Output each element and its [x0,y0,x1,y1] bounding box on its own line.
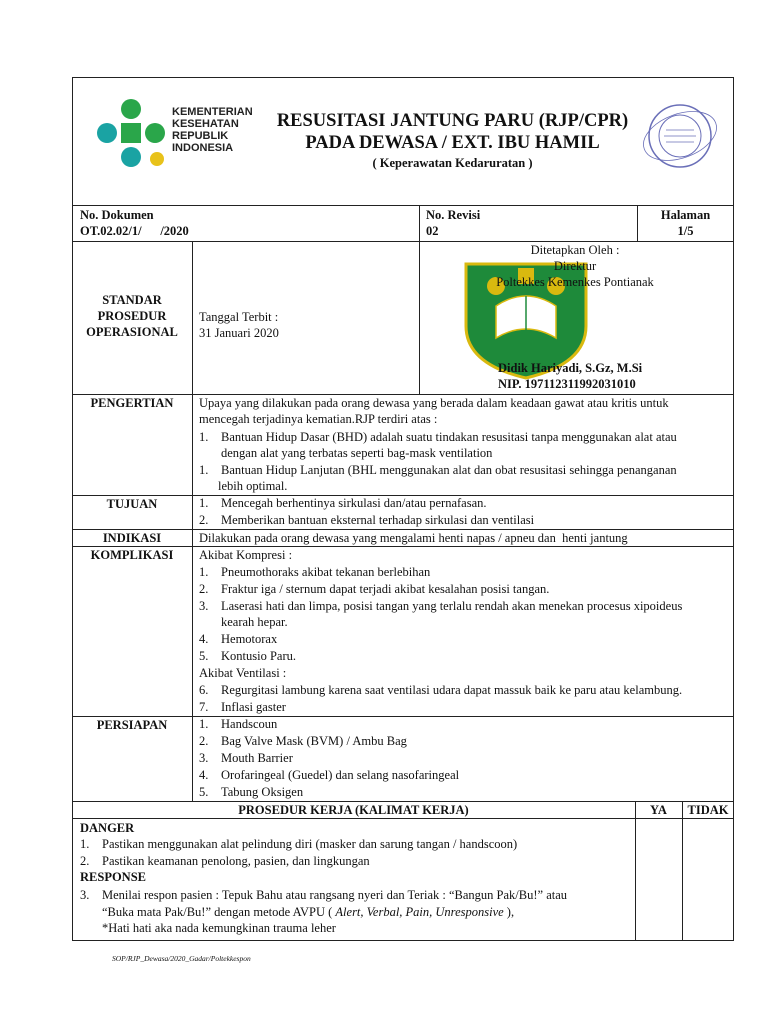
item-number: 4. [199,632,209,646]
item-text: Bantuan Hidup Dasar (BHD) adalah suatu tindakan resusitasi tanpa menggunakan alat atau [221,430,677,444]
pengertian-intro: Upaya yang dilakukan pada orang dewasa yang berada dalam keadaan gawat atau kritis untuk [199,396,669,410]
prosedur-header: PROSEDUR KERJA (KALIMAT KERJA) [238,803,469,817]
danger-heading: DANGER [80,821,135,835]
item-number: 1. [199,463,209,477]
tanggal-terbit-label: Tanggal Terbit : [199,310,279,324]
pengertian-intro: mencegah terjadinya kematian.RJP terdiri atas : [199,412,438,426]
sop-label-line: STANDAR [102,293,162,307]
kemenkes-logo-text [172,106,253,154]
document-subtitle: ( Keperawatan Kedaruratan ) [372,156,533,170]
persiapan-item [199,750,293,766]
response-heading: RESPONSE [80,870,146,884]
komplikasi-item [199,631,277,647]
item-text: Bantuan Hidup Lanjutan (BHL menggunakan alat dan obat resusitasi sehingga penanganan [221,463,677,477]
step-text: Menilai respon pasien : Tepuk Bahu atau rangsang nyeri dan Teriak : “Bangun Pak/Bu!” atau [102,888,568,902]
item-text: Orofaringeal (Guedel) dan selang nasofaringeal [221,768,460,782]
pengertian-item-cont: dengan alat yang terbatas seperti bag-mask ventilation [221,446,493,460]
seal-icon [640,100,720,172]
indikasi-label: INDIKASI [102,531,162,545]
tujuan-label: TUJUAN [106,497,158,511]
item-text: Memberikan bantuan eksternal terhadap sirkulasi dan ventilasi [221,513,535,527]
item-text: Regurgitasi lambung karena saat ventilasi udara dapat massuk baik ke paru atau kelambung. [221,683,683,697]
no-dokumen-label: No. Dokumen [80,208,154,222]
title-line-1: RESUSITASI JANTUNG PARU (RJP/CPR) [276,111,629,131]
item-text: Hemotorax [221,632,278,646]
item-number: 6. [199,683,209,697]
sop-label [72,292,192,340]
ditetapkan-oleh: Ditetapkan Oleh : [530,243,620,257]
step-number: 2. [80,854,90,868]
sop-label-line: PROSEDUR [97,309,167,323]
komplikasi-heading: Akibat Ventilasi : [199,666,287,680]
item-number: 1. [199,565,209,579]
komplikasi-item [199,648,296,664]
document-title [270,110,635,154]
tidak-header: TIDAK [687,803,729,817]
item-number: 2. [199,582,209,596]
item-number: 5. [199,785,209,799]
item-number: 7. [199,700,209,714]
step-text: “Buka mata Pak/Bu!” dengan metode AVPU ( [102,905,336,919]
indikasi-text: Dilakukan pada orang dewasa yang mengalami henti napas / apneu dan henti jantung [199,531,628,545]
step-text: ), [503,905,515,919]
prosedur-step [80,887,567,903]
kemenkes-logo-icon [95,97,167,169]
avpu-terms: Alert, Verbal, Pain, Unresponsive [335,905,504,919]
tujuan-item [199,512,534,528]
no-dokumen-value: OT.02.02/1/ /2020 [80,224,189,238]
komplikasi-item [199,682,682,698]
item-number: 4. [199,768,209,782]
item-text: Inflasi gaster [221,700,286,714]
logo-line: KEMENTERIAN [172,106,253,118]
instansi: Poltekkes Kemenkes Pontianak [496,275,654,289]
prosedur-step [80,836,517,852]
logo-line: REPUBLIK [172,130,229,142]
item-text: Fraktur iga / sternum dapat terjadi akibat kesalahan posisi tangan. [221,582,550,596]
komplikasi-item [199,564,430,580]
persiapan-item [199,716,277,732]
item-number: 1. [199,430,209,444]
item-number: 1. [199,717,209,731]
step-number: 3. [80,888,90,902]
pengertian-item-cont: lebih optimal. [218,479,288,493]
nip-direktur: NIP. 197112311992031010 [498,377,636,391]
komplikasi-item [199,581,549,597]
komplikasi-item [199,598,682,614]
persiapan-item [199,733,407,749]
step-number: 1. [80,837,90,851]
poltekkes-seal [640,100,720,172]
logo-line: INDONESIA [172,142,234,154]
halaman-value: 1/5 [677,224,694,238]
kemenkes-logo [95,97,167,169]
nama-direktur: Didik Hariyadi, S.Gz, M.Si [498,361,643,375]
prosedur-step-cont [102,904,514,920]
item-number: 2. [199,513,209,527]
tujuan-item [199,495,487,511]
item-number: 3. [199,599,209,613]
pengertian-item [199,462,677,478]
komplikasi-label: KOMPLIKASI [90,548,174,562]
jabatan: Direktur [553,259,597,273]
no-revisi-value: 02 [426,224,439,238]
item-text: Bag Valve Mask (BVM) / Ambu Bag [221,734,407,748]
logo-line: KESEHATAN [172,118,239,130]
tanggal-terbit-value: 31 Januari 2020 [199,326,279,340]
title-line-2: PADA DEWASA / EXT. IBU HAMIL [305,133,600,153]
item-text: Pneumothoraks akibat tekanan berlebihan [221,565,431,579]
komplikasi-item-cont: kearah hepar. [221,615,288,629]
prosedur-step-note: *Hati hati aka nada kemungkinan trauma leher [102,921,336,935]
persiapan-label: PERSIAPAN [96,718,168,732]
step-text: Pastikan keamanan penolong, pasien, dan lingkungan [102,854,370,868]
komplikasi-heading: Akibat Kompresi : [199,548,293,562]
persiapan-item [199,767,459,783]
item-text: Laserasi hati dan limpa, posisi tangan yang terlalu rendah akan menekan procesus xipoideus [221,599,683,613]
ya-header: YA [650,803,667,817]
item-text: Tabung Oksigen [221,785,304,799]
prosedur-step [80,853,370,869]
pengertian-label: PENGERTIAN [90,396,174,410]
item-text: Kontusio Paru. [221,649,296,663]
no-revisi-label: No. Revisi [426,208,481,222]
komplikasi-item [199,699,286,715]
sop-label-line: OPERASIONAL [86,325,178,339]
item-number: 1. [199,496,209,510]
persiapan-item [199,784,303,800]
item-number: 3. [199,751,209,765]
item-text: Mouth Barrier [221,751,293,765]
item-text: Handscoun [221,717,278,731]
footer-doc-code: SOP/RJP_Dewasa/2020_Gadar/Poltekkespon [112,954,251,963]
halaman-label: Halaman [660,208,711,222]
item-number: 5. [199,649,209,663]
pengertian-item [199,429,677,445]
item-text: Mencegah berhentinya sirkulasi dan/atau pernafasan. [221,496,487,510]
item-number: 2. [199,734,209,748]
step-text: Pastikan menggunakan alat pelindung diri (masker dan sarung tangan / handscoon) [102,837,518,851]
